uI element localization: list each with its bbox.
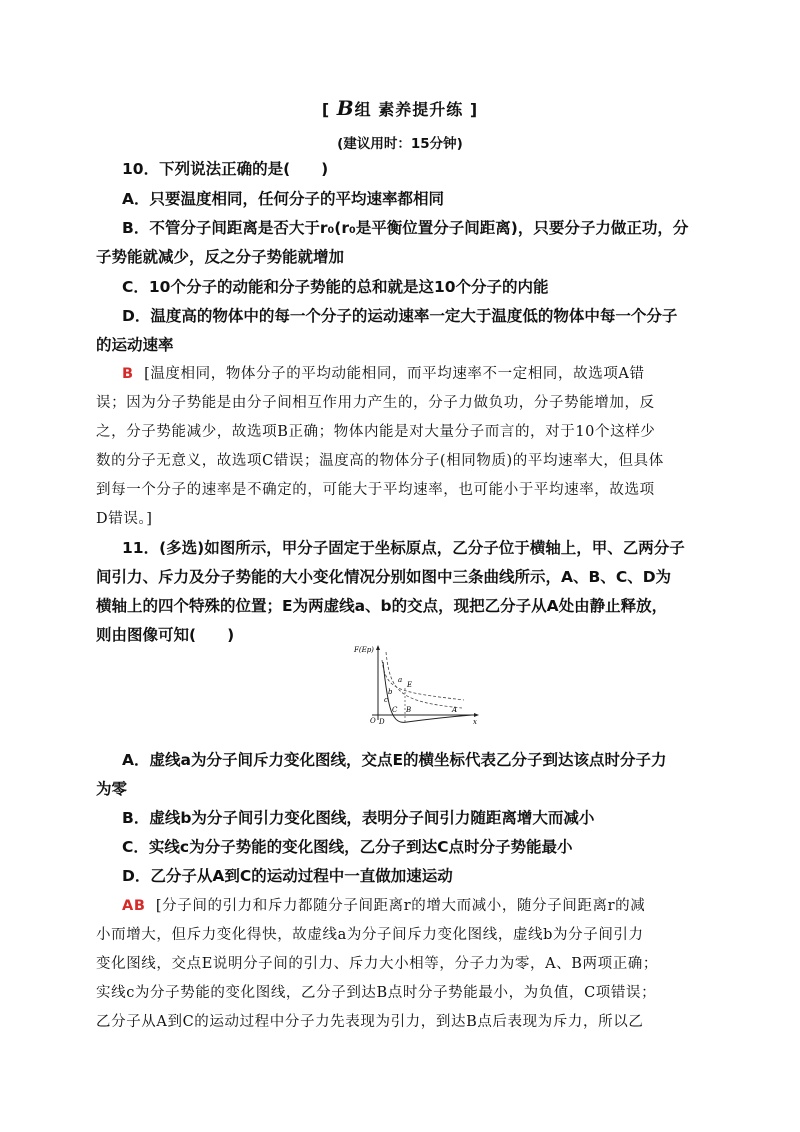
q10-option-c: C．10个分子的动能和分子势能的总和就是这10个分子的内能 <box>122 278 549 296</box>
q11-option-a-cont: 为零 <box>96 780 128 798</box>
q10-explanation-2: 误；因为分子势能是由分子间相互作用力产生的，分子力做负功，分子势能增加，反 <box>96 395 655 411</box>
label-point-a: A <box>452 706 458 714</box>
q11-stem-3: 横轴上的四个特殊的位置；E为两虚线a、b的交点，现把乙分子从A处由静止释放， <box>96 597 668 615</box>
q10-explanation-3: 之，分子势能减少，故选项B正确；物体内能是对大量分子而言的，对于10个这样少 <box>96 424 656 440</box>
label-e: E <box>407 681 413 689</box>
curve-b <box>382 660 464 700</box>
force-potential-graph <box>352 640 482 730</box>
q10-option-a: A．只要温度相同，任何分子的平均速率都相同 <box>122 190 444 208</box>
q10-explanation-4: 数的分子无意义，故选项C错误；温度高的物体分子(相同物质)的平均速率大，但具体 <box>96 453 664 469</box>
label-point-d: D <box>379 718 385 726</box>
q11-explanation-1: AB [分子间的引力和斥力都随分子间距离r的增大而减小，随分子间距离r的减 <box>122 898 646 914</box>
q10-option-d-cont: 的运动速率 <box>96 336 174 354</box>
q10-stem: 10．下列说法正确的是( ) <box>122 160 329 178</box>
section-header <box>0 96 800 120</box>
q11-stem-2: 间引力、斥力及分子势能的大小变化情况分别如图中三条曲线所示，A、B、C、D为 <box>96 568 672 586</box>
label-b: b <box>388 688 393 696</box>
q11-answer: AB <box>122 898 146 914</box>
y-axis-arrow <box>376 645 380 650</box>
q10-explanation-1: B [温度相同，物体分子的平均动能相同，而平均速率不一定相同，故选项A错 <box>122 366 645 382</box>
q11-explanation-2: 小而增大，但斥力变化得快，故虚线a为分子间斥力变化图线，虚线b为分子间引力 <box>96 927 644 943</box>
bracket-left: [ <box>321 100 331 119</box>
group-letter: B <box>336 96 355 120</box>
x-axis-label: x <box>473 718 477 726</box>
q11-explanation-4: 实线c为分子势能的变化图线，乙分子到达B点时分子势能最小，为负值，C项错误； <box>96 985 657 1001</box>
q10-answer: B <box>122 366 134 382</box>
q11-option-c: C．实线c为分子势能的变化图线，乙分子到达C点时分子势能最小 <box>122 838 573 856</box>
q11-stem-1: 11．(多选)如图所示，甲分子固定于坐标原点，乙分子位于横轴上，甲、乙两分子 <box>122 539 685 557</box>
q11-explanation-3: 变化图线，交点E说明分子间的引力、斥力大小相等，分子力为零，A、B两项正确； <box>96 956 659 972</box>
x-axis-arrow <box>474 713 479 717</box>
q10-explanation-5: 到每一个分子的速率是不确定的，可能大于平均速率，也可能小于平均速率，故选项 <box>96 482 655 498</box>
label-point-c: C <box>392 706 398 714</box>
q10-option-d: D．温度高的物体中的每一个分子的运动速率一定大于温度低的物体中每一个分子 <box>122 307 678 325</box>
y-axis-label: F(Ep) <box>354 646 374 654</box>
section-title: 组 素养提升练 <box>354 100 464 119</box>
q10-option-b: B．不管分子间距离是否大于r₀(r₀是平衡位置分子间距离)，只要分子力做正功，分 <box>122 219 689 237</box>
bracket-right: ] <box>469 100 479 119</box>
q11-explanation-5: 乙分子从A到C的运动过程中分子力先表现为引力，到达B点后表现为斥力，所以乙 <box>96 1014 644 1030</box>
q11-stem-4: 则由图像可知( ) <box>96 626 235 644</box>
q11-option-b: B．虚线b为分子间引力变化图线，表明分子间引力随距离增大而减小 <box>122 809 595 827</box>
q11-option-a: A．虚线a为分子间斥力变化图线，交点E的横坐标代表乙分子到达该点时分子力 <box>122 751 667 769</box>
label-c: c <box>384 696 388 704</box>
q10-option-b-cont: 子势能就减少，反之分子势能就增加 <box>96 248 345 266</box>
time-suggestion: (建议用时：15分钟) <box>337 136 463 152</box>
q11-option-d: D．乙分子从A到C的运动过程中一直做加速运动 <box>122 867 453 885</box>
q10-explanation-6: D错误。] <box>96 511 153 527</box>
label-a: a <box>398 676 403 684</box>
label-point-b: B <box>406 706 412 714</box>
origin-label: O <box>370 717 376 725</box>
